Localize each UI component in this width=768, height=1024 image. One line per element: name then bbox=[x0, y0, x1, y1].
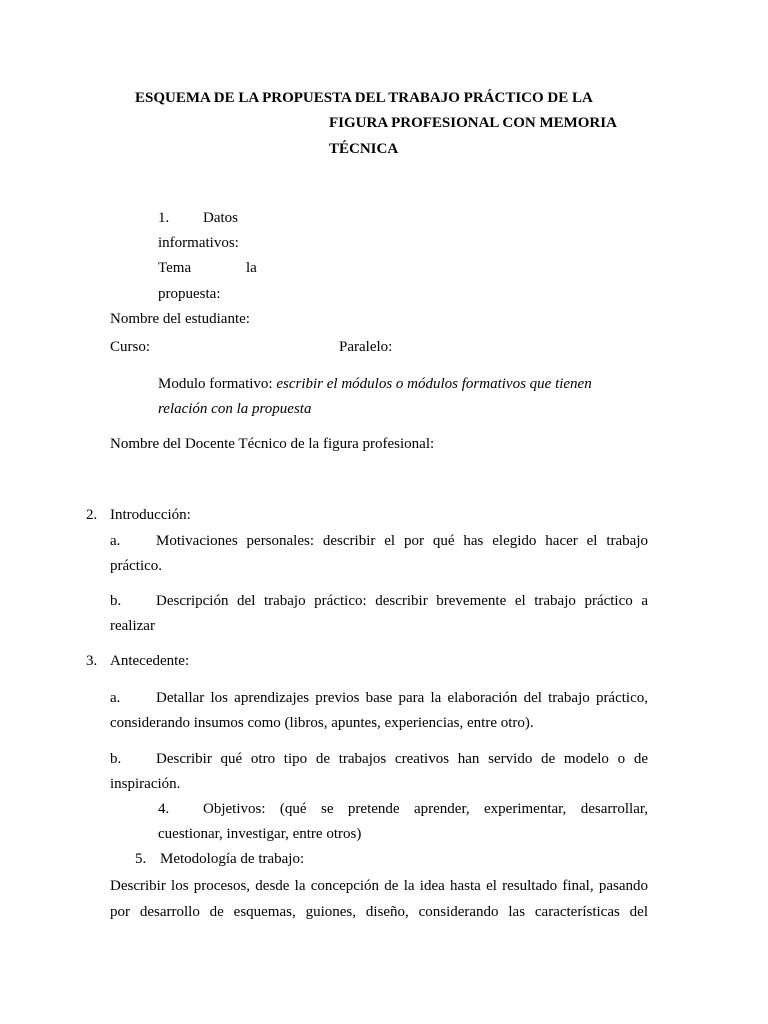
section-5-line-1: Describir los procesos, desde la concepción de la idea hasta el resultado final, pasando bbox=[110, 878, 648, 894]
section-4-line-2: cuestionar, investigar, entre otros) bbox=[158, 826, 362, 842]
curso-label: Curso: bbox=[110, 339, 151, 355]
section-1-word-tema: Tema bbox=[158, 260, 192, 276]
section-2-a-line-1: Motivaciones personales: describir el por qué has elegido hacer el trabajo bbox=[156, 533, 648, 549]
section-5-line-2: por desarrollo de esquemas, guiones, diseño, considerando las características del bbox=[110, 904, 648, 920]
section-4-line-1: Objetivos: (qué se pretende aprender, experimentar, desarrollar, bbox=[203, 801, 648, 817]
modulo-line bbox=[158, 377, 592, 392]
section-3-heading: Antecedente: bbox=[110, 653, 190, 669]
student-name-label: Nombre del estudiante: bbox=[110, 311, 250, 327]
section-4-number: 4. bbox=[158, 801, 170, 817]
section-2-a-marker: a. bbox=[110, 533, 121, 549]
section-5-number: 5. bbox=[135, 851, 147, 867]
section-1-word-informativos: informativos: bbox=[158, 235, 239, 251]
section-5-heading: Metodología de trabajo: bbox=[160, 851, 305, 867]
docente-label: Nombre del Docente Técnico de la figura profesional: bbox=[110, 436, 435, 452]
section-2-heading: Introducción: bbox=[110, 507, 191, 523]
modulo-hint-2: relación con la propuesta bbox=[158, 401, 312, 417]
section-1-word-propuesta: propuesta: bbox=[158, 286, 221, 302]
section-3-b-marker: b. bbox=[110, 751, 122, 767]
section-2-b-line-1: Descripción del trabajo práctico: describir brevemente el trabajo práctico a bbox=[156, 593, 648, 609]
title-line-2: FIGURA PROFESIONAL CON MEMORIA bbox=[329, 115, 617, 131]
section-3-number: 3. bbox=[86, 653, 98, 669]
section-2-number: 2. bbox=[86, 507, 98, 523]
section-3-b-line-1: Describir qué otro tipo de trabajos creativos han servido de modelo o de bbox=[156, 751, 648, 767]
paralelo-label: Paralelo: bbox=[339, 339, 393, 355]
section-1-word-la: la bbox=[246, 260, 257, 276]
title-line-1: ESQUEMA DE LA PROPUESTA DEL TRABAJO PRÁCTICO DE LA bbox=[135, 90, 593, 106]
section-2-b-line-2: realizar bbox=[110, 618, 155, 634]
modulo-hint-1: escribir el módulos o módulos formativos que tienen bbox=[276, 376, 592, 392]
title-line-3: TÉCNICA bbox=[329, 141, 399, 157]
section-2-a-line-2: práctico. bbox=[110, 558, 163, 574]
section-3-b-line-2: inspiración. bbox=[110, 776, 181, 792]
section-2-b-marker: b. bbox=[110, 593, 122, 609]
section-1-number: 1. bbox=[158, 210, 170, 226]
section-3-a-line-1: Detallar los aprendizajes previos base para la elaboración del trabajo práctico, bbox=[156, 690, 648, 706]
modulo-label: Modulo formativo: bbox=[158, 376, 273, 392]
section-1-word-datos: Datos bbox=[203, 210, 238, 226]
section-3-a-marker: a. bbox=[110, 690, 121, 706]
section-3-a-line-2: considerando insumos como (libros, apuntes, experiencias, entre otro). bbox=[110, 715, 534, 731]
